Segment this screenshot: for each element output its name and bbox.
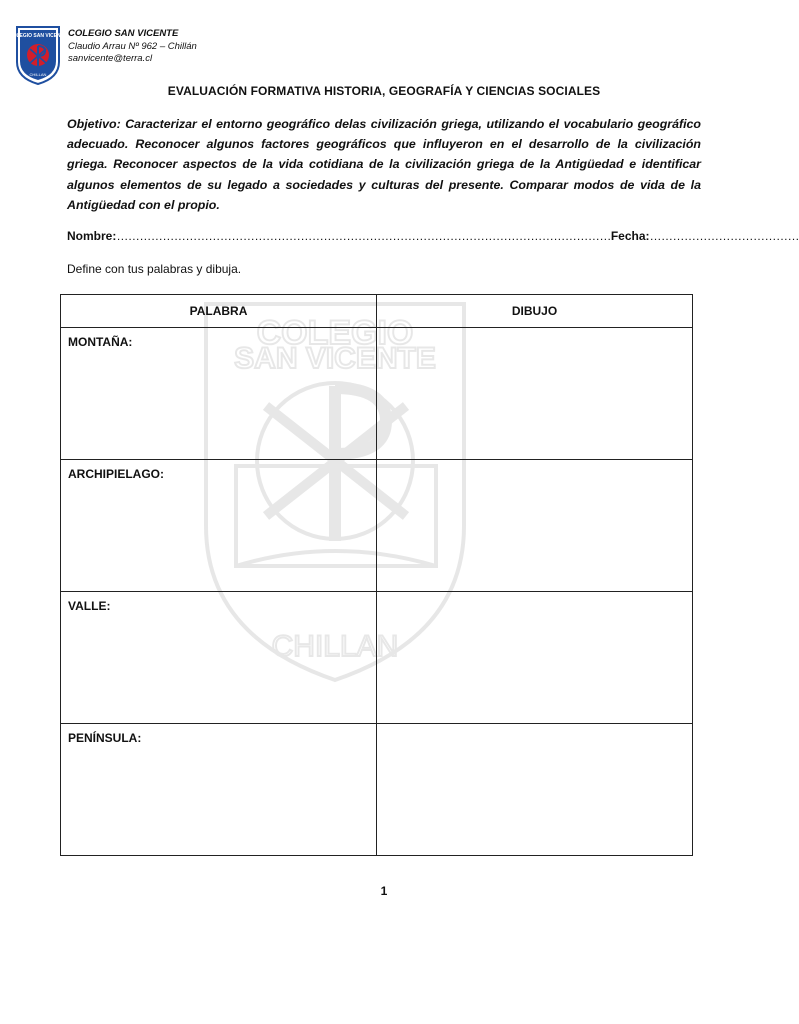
table-row <box>61 460 693 592</box>
page-title: EVALUACIÓN FORMATIVA HISTORIA, GEOGRAFÍA Y CIENCIAS SOCIALES <box>167 84 601 98</box>
school-info <box>68 28 197 66</box>
table-header-row <box>61 295 693 328</box>
school-address: Claudio Arrau Nº 962 – Chillán <box>68 40 197 52</box>
word-cell[interactable] <box>61 328 377 460</box>
name-label: Nombre: <box>67 229 117 243</box>
watermark-middle-text: SAN VICENTE <box>234 342 436 375</box>
date-field[interactable]: ………………………………… <box>649 229 799 243</box>
logo-top-text: COLEGIO SAN VICENTE <box>8 33 68 39</box>
drawing-cell[interactable] <box>377 460 693 592</box>
school-name: COLEGIO SAN VICENTE <box>68 28 179 39</box>
name-field[interactable]: ………………………………………………………………………………………………………………… <box>116 229 611 243</box>
date-label: Fecha: <box>610 229 650 243</box>
header-dibujo: DIBUJO <box>377 295 693 328</box>
watermark-top-text: COLEGIO <box>256 314 414 352</box>
table-row <box>61 328 693 460</box>
word-label: ARCHIPIELAGO: <box>68 467 164 481</box>
name-date-line <box>67 229 799 243</box>
objective-paragraph: Objetivo: Caracterizar el entorno geográfico delas civilización griega, utilizando el vocabulario geográfico adecuado. Reconocer algunos factores geográficos que influyeron en el desarrollo de la civilización griega. Reconocer aspectos de la vida cotidiana de la civilización griega de la Antigüedad e identificar algunos elementos de su legado a sociedades y culturas del presente. Comparar modos de vida de la Antigüedad con el propio. <box>67 117 701 212</box>
word-cell[interactable] <box>61 724 377 856</box>
drawing-cell[interactable] <box>377 328 693 460</box>
drawing-cell[interactable] <box>377 724 693 856</box>
watermark-bottom-text: CHILLAN <box>271 630 399 663</box>
word-cell[interactable] <box>61 592 377 724</box>
header-palabra: PALABRA <box>61 295 377 328</box>
word-cell[interactable] <box>61 460 377 592</box>
page-number: 1 <box>380 884 388 898</box>
table-row <box>61 592 693 724</box>
table-row <box>61 724 693 856</box>
word-label: VALLE: <box>68 599 111 613</box>
school-logo <box>8 24 68 86</box>
vocabulary-table <box>60 294 693 856</box>
word-label: PENÍNSULA: <box>68 731 142 745</box>
logo-bottom-text: CHILLAN <box>29 72 47 77</box>
school-email: sanvicente@terra.cl <box>68 53 153 64</box>
drawing-cell[interactable] <box>377 592 693 724</box>
instruction-text: Define con tus palabras y dibuja. <box>67 262 242 276</box>
word-label: MONTAÑA: <box>68 335 133 349</box>
